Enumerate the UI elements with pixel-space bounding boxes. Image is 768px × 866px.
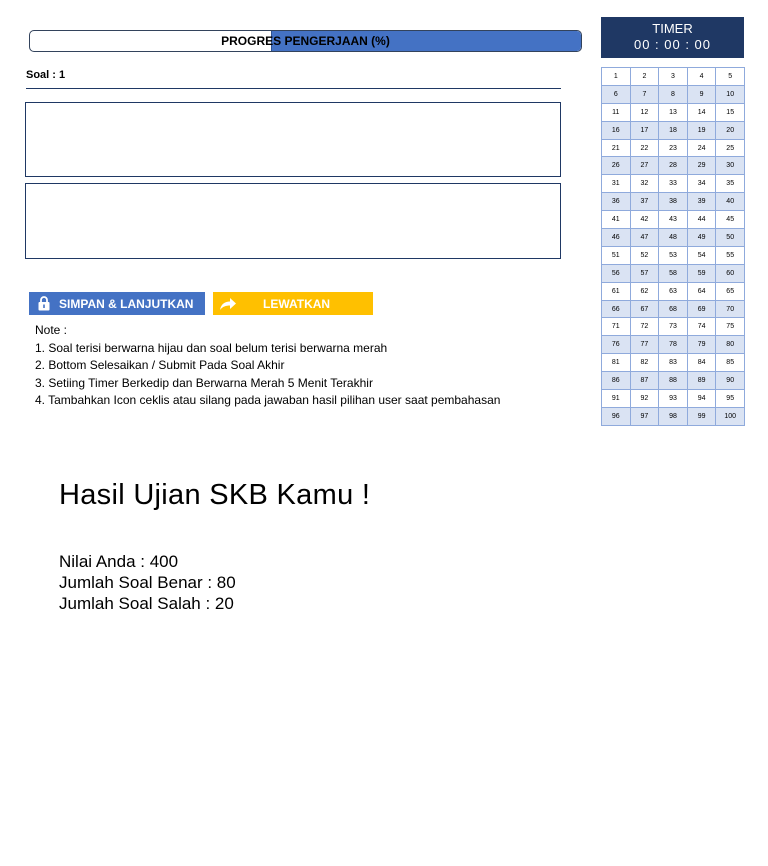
question-number-cell[interactable]: 37 (631, 193, 660, 211)
question-number-cell[interactable]: 76 (602, 336, 631, 354)
question-number-cell[interactable]: 27 (631, 157, 660, 175)
question-number-cell[interactable]: 92 (631, 390, 660, 408)
question-number-cell[interactable]: 86 (602, 372, 631, 390)
question-number-cell[interactable]: 49 (688, 229, 717, 247)
skip-button[interactable] (213, 292, 373, 315)
question-number-cell[interactable]: 68 (659, 301, 688, 319)
question-number-cell[interactable]: 64 (688, 283, 717, 301)
question-number-cell[interactable]: 33 (659, 175, 688, 193)
question-number-grid (601, 67, 745, 426)
question-number-cell[interactable]: 63 (659, 283, 688, 301)
question-number-cell[interactable]: 89 (688, 372, 717, 390)
question-number-cell[interactable]: 7 (631, 86, 660, 104)
question-number-cell[interactable]: 11 (602, 104, 631, 122)
question-number-label: Soal : 1 (26, 69, 66, 81)
question-number-cell[interactable]: 35 (716, 175, 745, 193)
question-number-cell[interactable]: 45 (716, 211, 745, 229)
question-number-cell[interactable]: 30 (716, 157, 745, 175)
question-number-cell[interactable]: 5 (716, 68, 745, 86)
answer-box[interactable] (25, 183, 561, 259)
lock-icon (35, 295, 53, 313)
question-number-cell[interactable]: 88 (659, 372, 688, 390)
question-number-cell[interactable]: 13 (659, 104, 688, 122)
question-number-cell[interactable]: 77 (631, 336, 660, 354)
question-number-cell[interactable]: 46 (602, 229, 631, 247)
question-number-cell[interactable]: 90 (716, 372, 745, 390)
question-number-cell[interactable]: 71 (602, 318, 631, 336)
question-number-cell[interactable]: 32 (631, 175, 660, 193)
question-number-cell[interactable]: 2 (631, 68, 660, 86)
question-number-cell[interactable]: 69 (688, 301, 717, 319)
question-number-cell[interactable]: 14 (688, 104, 717, 122)
note-item: 1. Soal terisi berwarna hijau dan soal belum terisi berwarna merah (35, 340, 388, 355)
notes-title: Note : (35, 323, 68, 337)
question-number-cell[interactable]: 99 (688, 408, 717, 426)
question-number-cell[interactable]: 1 (602, 68, 631, 86)
question-number-cell[interactable]: 4 (688, 68, 717, 86)
question-number-cell[interactable]: 57 (631, 265, 660, 283)
result-title: Hasil Ujian SKB Kamu ! (59, 479, 371, 511)
question-number-cell[interactable]: 59 (688, 265, 717, 283)
question-number-cell[interactable]: 66 (602, 301, 631, 319)
question-number-cell[interactable]: 83 (659, 354, 688, 372)
wrong-count-text: Jumlah Soal Salah : 20 (59, 594, 234, 613)
question-number-cell[interactable]: 61 (602, 283, 631, 301)
question-number-cell[interactable]: 3 (659, 68, 688, 86)
notes-section (35, 322, 500, 410)
question-number-cell[interactable]: 31 (602, 175, 631, 193)
question-number-cell[interactable]: 28 (659, 157, 688, 175)
question-number-cell[interactable]: 50 (716, 229, 745, 247)
question-number-cell[interactable]: 62 (631, 283, 660, 301)
question-number-cell[interactable]: 6 (602, 86, 631, 104)
question-number-cell[interactable]: 39 (688, 193, 717, 211)
question-number-cell[interactable]: 18 (659, 122, 688, 140)
question-number-cell[interactable]: 56 (602, 265, 631, 283)
progress-bar (29, 30, 582, 52)
question-number-cell[interactable]: 55 (716, 247, 745, 265)
question-number-cell[interactable]: 16 (602, 122, 631, 140)
question-number-cell[interactable]: 10 (716, 86, 745, 104)
question-number-cell[interactable]: 85 (716, 354, 745, 372)
question-number-cell[interactable]: 36 (602, 193, 631, 211)
progress-label: PROGRES PENGERJAAN (%) (221, 34, 390, 48)
question-number-cell[interactable]: 23 (659, 140, 688, 158)
question-text-box (25, 102, 561, 177)
question-number-cell[interactable]: 80 (716, 336, 745, 354)
question-number-cell[interactable]: 70 (716, 301, 745, 319)
question-number-cell[interactable]: 17 (631, 122, 660, 140)
question-number-cell[interactable]: 20 (716, 122, 745, 140)
question-number-cell[interactable]: 51 (602, 247, 631, 265)
question-number-cell[interactable]: 67 (631, 301, 660, 319)
question-number-cell[interactable]: 22 (631, 140, 660, 158)
question-number-cell[interactable]: 94 (688, 390, 717, 408)
question-number-cell[interactable]: 34 (688, 175, 717, 193)
question-number-cell[interactable]: 42 (631, 211, 660, 229)
question-number-cell[interactable]: 21 (602, 140, 631, 158)
divider (26, 88, 561, 89)
question-number-cell[interactable]: 81 (602, 354, 631, 372)
question-number-cell[interactable]: 82 (631, 354, 660, 372)
question-number-cell[interactable]: 97 (631, 408, 660, 426)
question-number-cell[interactable]: 58 (659, 265, 688, 283)
question-number-cell[interactable]: 12 (631, 104, 660, 122)
save-button-label: SIMPAN & LANJUTKAN (59, 296, 194, 311)
save-and-continue-button[interactable] (29, 292, 205, 315)
question-number-cell[interactable]: 87 (631, 372, 660, 390)
correct-count-text: Jumlah Soal Benar : 80 (59, 573, 236, 592)
timer-value: 00 : 00 : 00 (633, 37, 712, 52)
question-number-cell[interactable]: 84 (688, 354, 717, 372)
question-number-cell[interactable]: 25 (716, 140, 745, 158)
question-number-cell[interactable]: 29 (688, 157, 717, 175)
question-number-cell[interactable]: 78 (659, 336, 688, 354)
question-number-cell[interactable]: 91 (602, 390, 631, 408)
result-summary (59, 551, 236, 614)
note-item: 3. Setiing Timer Berkedip dan Berwarna Merah 5 Menit Terakhir (35, 375, 373, 390)
question-number-cell[interactable]: 48 (659, 229, 688, 247)
question-number-cell[interactable]: 95 (716, 390, 745, 408)
timer-panel (601, 17, 744, 58)
question-number-cell[interactable]: 41 (602, 211, 631, 229)
question-number-cell[interactable]: 65 (716, 283, 745, 301)
question-number-cell[interactable]: 15 (716, 104, 745, 122)
question-number-cell[interactable]: 9 (688, 86, 717, 104)
question-number-cell[interactable]: 8 (659, 86, 688, 104)
question-number-cell[interactable]: 43 (659, 211, 688, 229)
question-number-cell[interactable]: 93 (659, 390, 688, 408)
question-number-cell[interactable]: 26 (602, 157, 631, 175)
question-number-cell[interactable]: 44 (688, 211, 717, 229)
question-number-cell[interactable]: 54 (688, 247, 717, 265)
question-number-cell[interactable]: 75 (716, 318, 745, 336)
question-number-cell[interactable]: 24 (688, 140, 717, 158)
question-number-cell[interactable]: 60 (716, 265, 745, 283)
question-number-cell[interactable]: 52 (631, 247, 660, 265)
score-text: Nilai Anda : 400 (59, 552, 179, 571)
question-number-cell[interactable]: 98 (659, 408, 688, 426)
question-number-cell[interactable]: 72 (631, 318, 660, 336)
question-number-cell[interactable]: 19 (688, 122, 717, 140)
question-number-cell[interactable]: 40 (716, 193, 745, 211)
question-number-cell[interactable]: 47 (631, 229, 660, 247)
share-arrow-icon (219, 295, 237, 313)
note-item: 2. Bottom Selesaikan / Submit Pada Soal Akhir (35, 358, 285, 372)
question-number-cell[interactable]: 73 (659, 318, 688, 336)
question-number-cell[interactable]: 100 (716, 408, 745, 426)
question-number-cell[interactable]: 74 (688, 318, 717, 336)
note-item: 4. Tambahkan Icon ceklis atau silang pada jawaban hasil pilihan user saat pembahasan (35, 393, 501, 407)
timer-title: TIMER (652, 21, 693, 36)
question-number-cell[interactable]: 53 (659, 247, 688, 265)
skip-button-label: LEWATKAN (263, 296, 331, 311)
question-number-cell[interactable]: 96 (602, 408, 631, 426)
question-number-cell[interactable]: 79 (688, 336, 717, 354)
question-number-cell[interactable]: 38 (659, 193, 688, 211)
